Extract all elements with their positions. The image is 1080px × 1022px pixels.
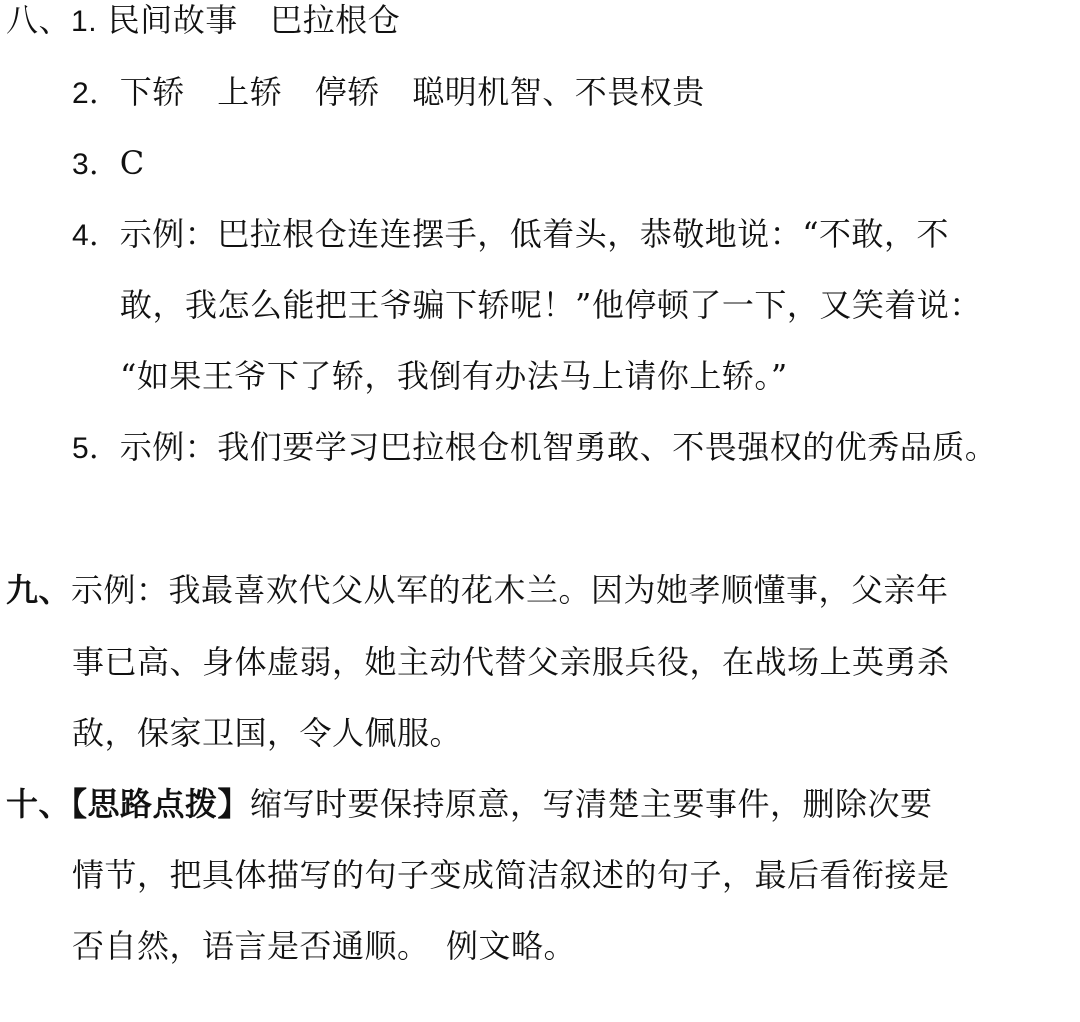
section-9-text-1: 示例：我最喜欢代父从军的花木兰。因为她孝顺懂事，父亲年 [71, 571, 949, 609]
item-2-number: 2． [72, 77, 120, 110]
item-4-text-2: 敢，我怎么能把王爷骗下轿呢！”他停顿了一下，又笑着说： [120, 286, 982, 324]
section-9-text-3: 敌，保家卫国，令人佩服。 [72, 714, 463, 752]
item-4-number: 4． [72, 219, 120, 252]
section-10-line-2 [72, 855, 950, 895]
section-9-line-3 [72, 713, 462, 753]
section-8-line-1 [6, 0, 400, 42]
item-4-line-1 [72, 214, 949, 256]
section-9-line-2 [72, 642, 950, 682]
item-5-text: 示例：我们要学习巴拉根仓机智勇敢、不畏强权的优秀品质。 [119, 428, 998, 466]
item-4-text-1: 示例：巴拉根仓连连摆手，低着头，恭敬地说：“不敢，不 [119, 215, 950, 253]
section-8-label: 八、 [6, 1, 72, 39]
item-5-number: 5． [72, 432, 120, 465]
section-9-label: 九、 [6, 571, 72, 609]
section-10-line-1 [6, 784, 933, 824]
item-4-line-2 [120, 285, 982, 325]
section-10-text-2: 情节，把具体描写的句子变成简洁叙述的句子，最后看衔接是 [72, 856, 950, 894]
item-1-number: 1. [71, 5, 98, 38]
section-10-tip: 【思路点拨】 [71, 785, 251, 823]
section-10-line-3 [72, 926, 576, 966]
item-3 [72, 143, 145, 185]
section-10-text-1: 缩写时要保持原意，写清楚主要事件，删除次要 [250, 785, 933, 823]
item-2 [72, 72, 705, 114]
section-9-line-1 [6, 570, 949, 610]
section-10-label: 十、 [6, 785, 72, 823]
item-2-text: 下轿 上轿 停轿 聪明机智、不畏权贵 [119, 73, 705, 111]
item-3-number: 3． [72, 148, 120, 181]
section-9-text-2: 事已高、身体虚弱，她主动代替父亲服兵役，在战场上英勇杀 [72, 643, 950, 681]
item-5 [72, 427, 997, 469]
item-1-text: 民间故事 巴拉根仓 [107, 1, 401, 39]
item-4-line-3 [120, 356, 788, 396]
item-3-text: C [119, 144, 145, 182]
item-4-text-3: “如果王爷下了轿，我倒有办法马上请你上轿。” [120, 357, 788, 395]
section-10-text-3: 否自然，语言是否通顺。 例文略。 [72, 927, 577, 965]
